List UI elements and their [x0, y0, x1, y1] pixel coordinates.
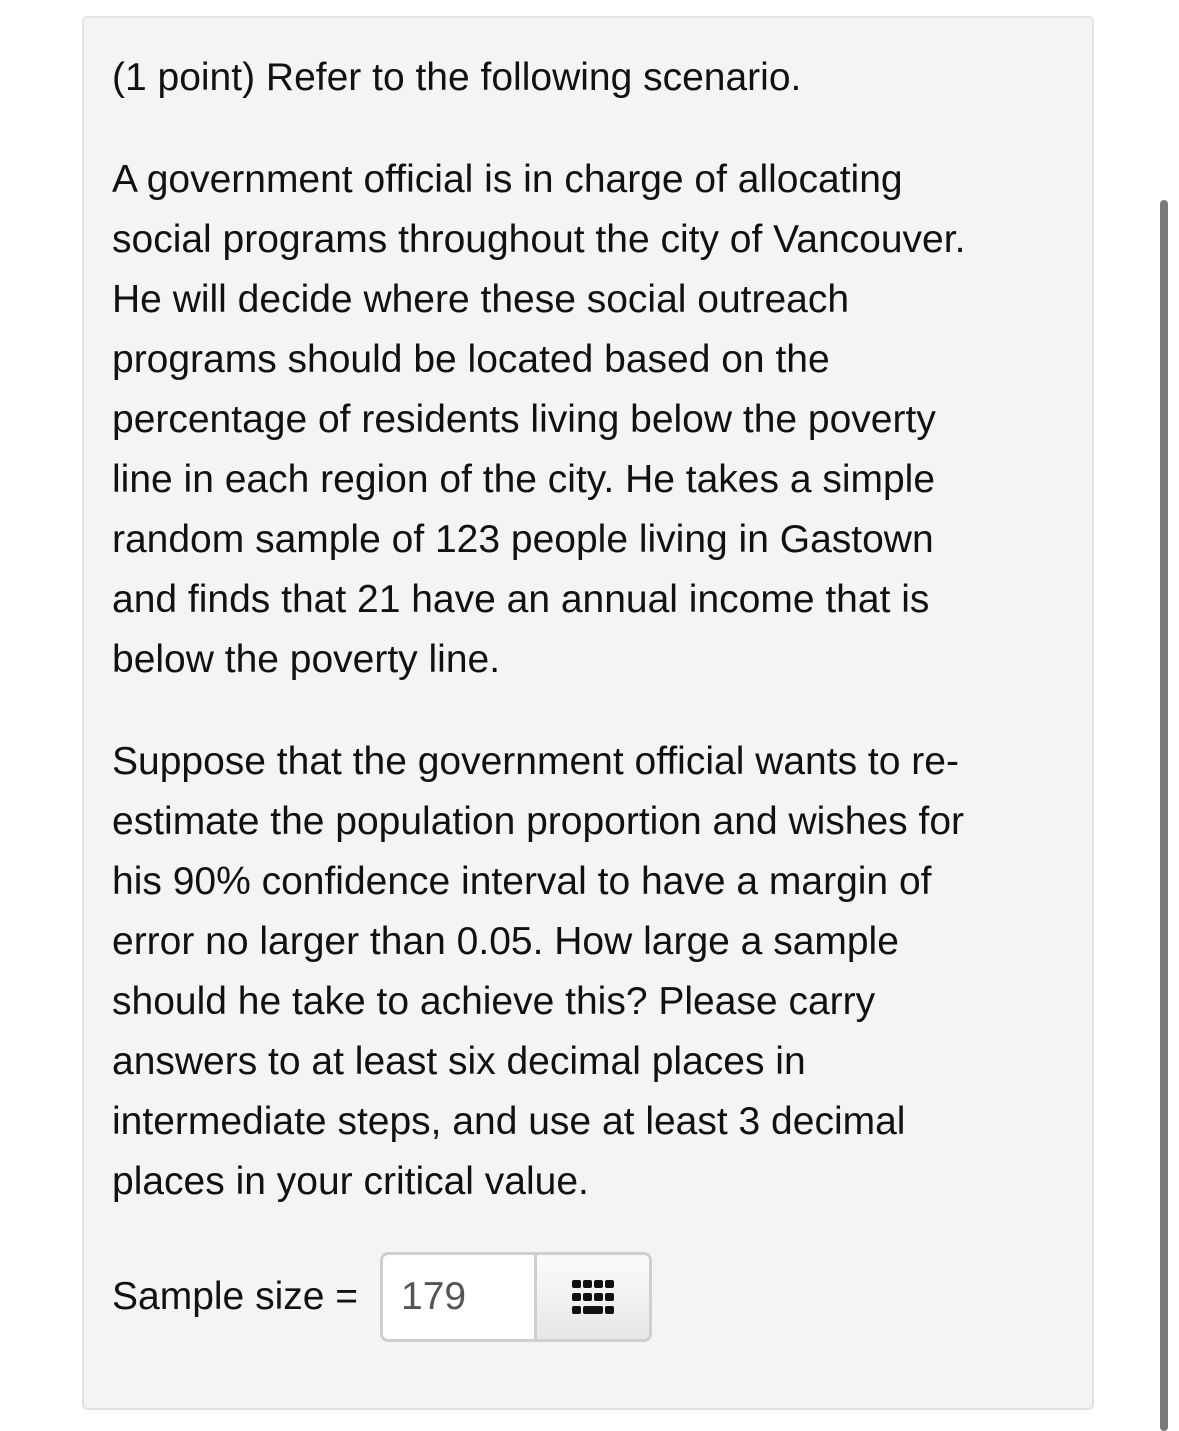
question-line: Suppose that the government official wants to re- [112, 740, 959, 783]
scenario-line: programs should be located based on the [112, 338, 830, 381]
scenario-paragraph [112, 150, 1062, 690]
question-line: should he take to achieve this? Please carry [112, 980, 876, 1023]
scenario-line: random sample of 123 people living in Gastown [112, 518, 934, 561]
question-line: intermediate steps, and use at least 3 decimal [112, 1100, 906, 1143]
scenario-line: and finds that 21 have an annual income that is [112, 578, 930, 621]
scenario-line: line in each region of the city. He takes a simple [112, 458, 936, 501]
grid-icon [572, 1280, 614, 1314]
problem-header: (1 point) Refer to the following scenario. [112, 56, 802, 99]
question-line: answers to at least six decimal places in [112, 1040, 806, 1083]
sample-size-label: Sample size = [112, 1275, 359, 1318]
scenario-line: percentage of residents living below the poverty [112, 398, 936, 441]
vertical-scrollbar[interactable] [1158, 200, 1170, 1431]
scenario-line: social programs throughout the city of Vancouver. [112, 218, 966, 261]
question-line: estimate the population proportion and wishes for [112, 800, 965, 843]
question-line: error no larger than 0.05. How large a sample [112, 920, 899, 963]
scenario-line: below the poverty line. [112, 638, 501, 681]
scenario-line: A government official is in charge of allocating [112, 158, 903, 201]
problem-content [112, 48, 1062, 1212]
sample-size-input[interactable] [380, 1252, 534, 1342]
question-line: his 90% confidence interval to have a margin of [112, 860, 932, 903]
scenario-line: He will decide where these social outreach [112, 278, 850, 321]
answer-row [112, 1252, 652, 1342]
question-line: places in your critical value. [112, 1160, 589, 1203]
problem-card [82, 16, 1094, 1410]
equation-editor-button[interactable] [534, 1252, 652, 1342]
question-paragraph [112, 732, 1062, 1212]
scrollbar-thumb[interactable] [1160, 200, 1168, 1431]
answer-input-group [380, 1252, 652, 1342]
